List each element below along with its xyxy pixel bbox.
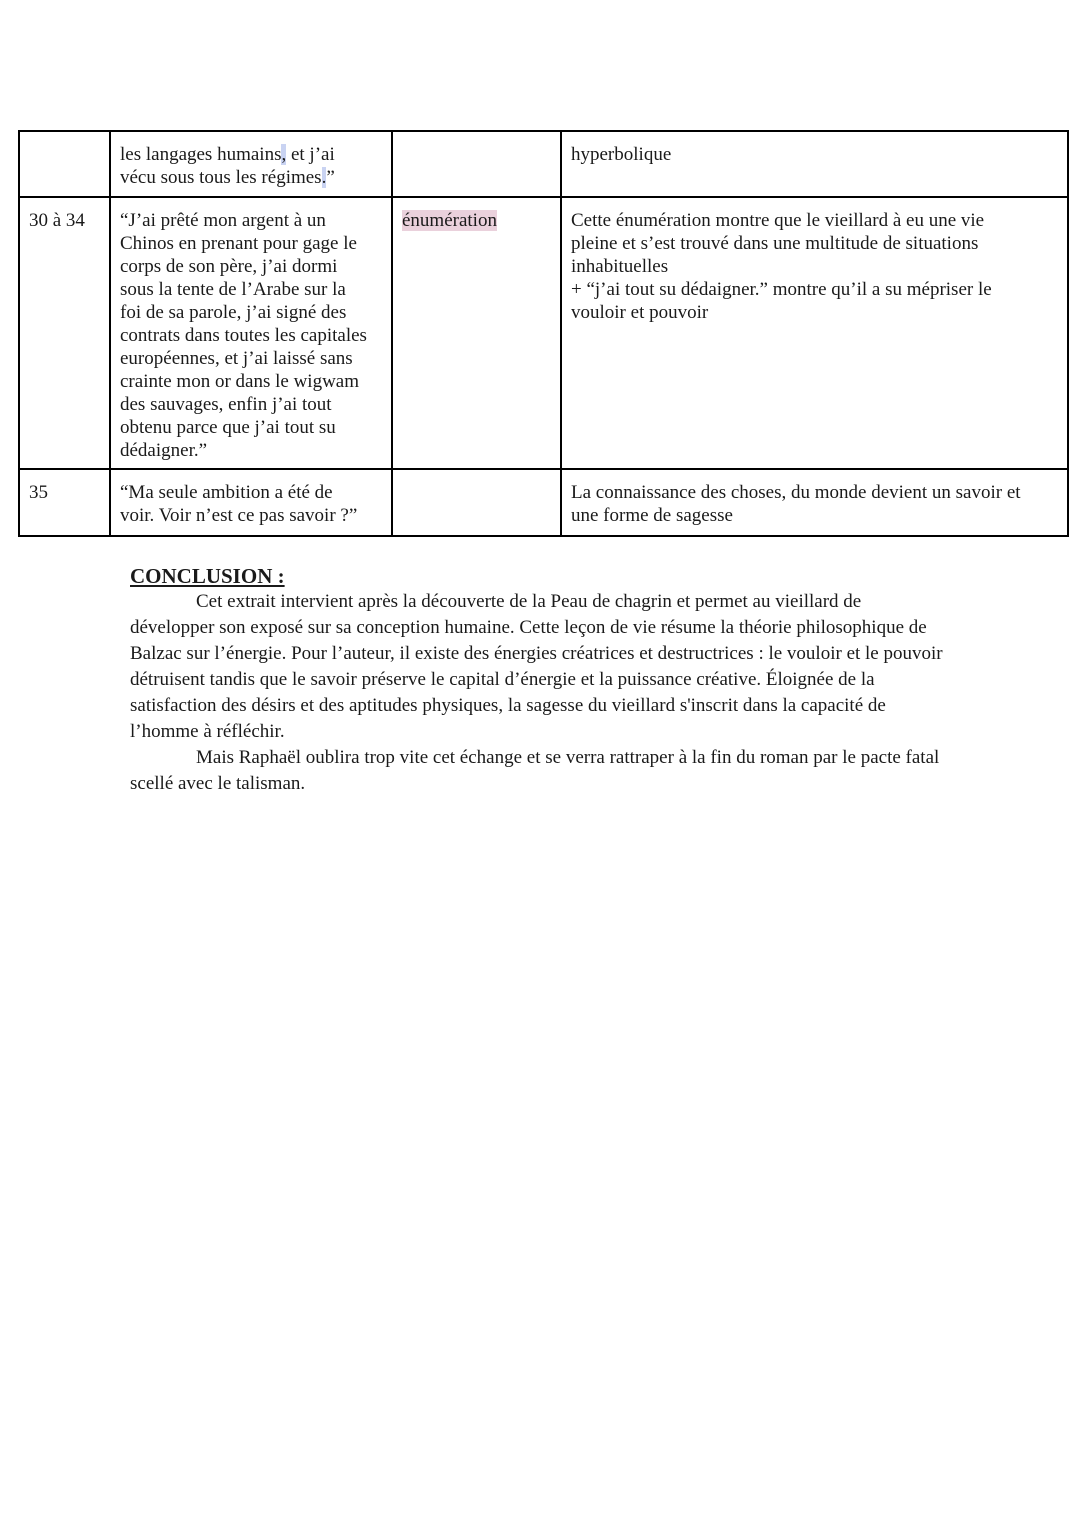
figure-cell [392,197,561,469]
conclusion-title: CONCLUSION : [130,564,285,588]
quote-cell: “J’ai prêté mon argent à un Chinos en prenant pour gage le corps de son père, j’ai dormi sous la tente de l’Arabe sur la foi de sa parole, j’ai signé des contrats dans toutes les capitales européennes, et j’ai laissé sans crainte mon or dans le wigwam des sauvages, enfin j’ai tout obtenu parce que j’ai tout su dédaigner.” [110,197,392,469]
conclusion-section [130,563,950,797]
table-row [19,131,1068,197]
figure-highlight: énumération [402,210,497,231]
line-number-cell [19,131,110,197]
analysis-cell: Cette énumération montre que le vieillard à eu une vie pleine et s’est trouvé dans une multitude de situations inhabituelles + “j’ai tout su dédaigner.” montre qu’il a su mépriser le vouloir et pouvoir [561,197,1068,469]
quote-text-continued: et j’ai vécu sous tous les régimes [120,144,335,188]
line-number-cell: 35 [19,469,110,536]
analysis-cell: hyperbolique [561,131,1068,197]
table-row [19,197,1068,469]
closing-quote: ” [326,167,335,188]
conclusion-paragraph: Cet extrait intervient après la découverte de la Peau de chagrin et permet au vieillard de développer son exposé sur sa conception humaine. Cette leçon de vie résume la théorie philosophique de Balzac sur l’énergie. Pour l’auteur, il existe des énergies créatrices et destructrices : le vouloir et le pouvoir détruisent tandis que le savoir préserve le capital d’énergie et la puissance créative. Éloignée de la satisfaction des désirs et des aptitudes physiques, la sagesse du vieillard s'inscrit dans la capacité de l’homme à réfléchir. [130,591,943,742]
figure-cell [392,469,561,536]
analysis-table [18,130,1069,537]
period-highlight: . [321,167,327,188]
analysis-cell: La connaissance des choses, du monde devient un savoir et une forme de sagesse [561,469,1068,536]
table-row [19,469,1068,536]
conclusion-paragraph: Mais Raphaël oublira trop vite cet échange et se verra rattraper à la fin du roman par le pacte fatal scellé avec le talisman. [130,747,940,794]
quote-text: les langages humains [120,144,282,165]
quote-cell: “Ma seule ambition a été de voir. Voir n’est ce pas savoir ?” [110,469,392,536]
figure-cell [392,131,561,197]
quote-cell [110,131,392,197]
line-number-cell: 30 à 34 [19,197,110,469]
comma-highlight: , [281,144,287,165]
